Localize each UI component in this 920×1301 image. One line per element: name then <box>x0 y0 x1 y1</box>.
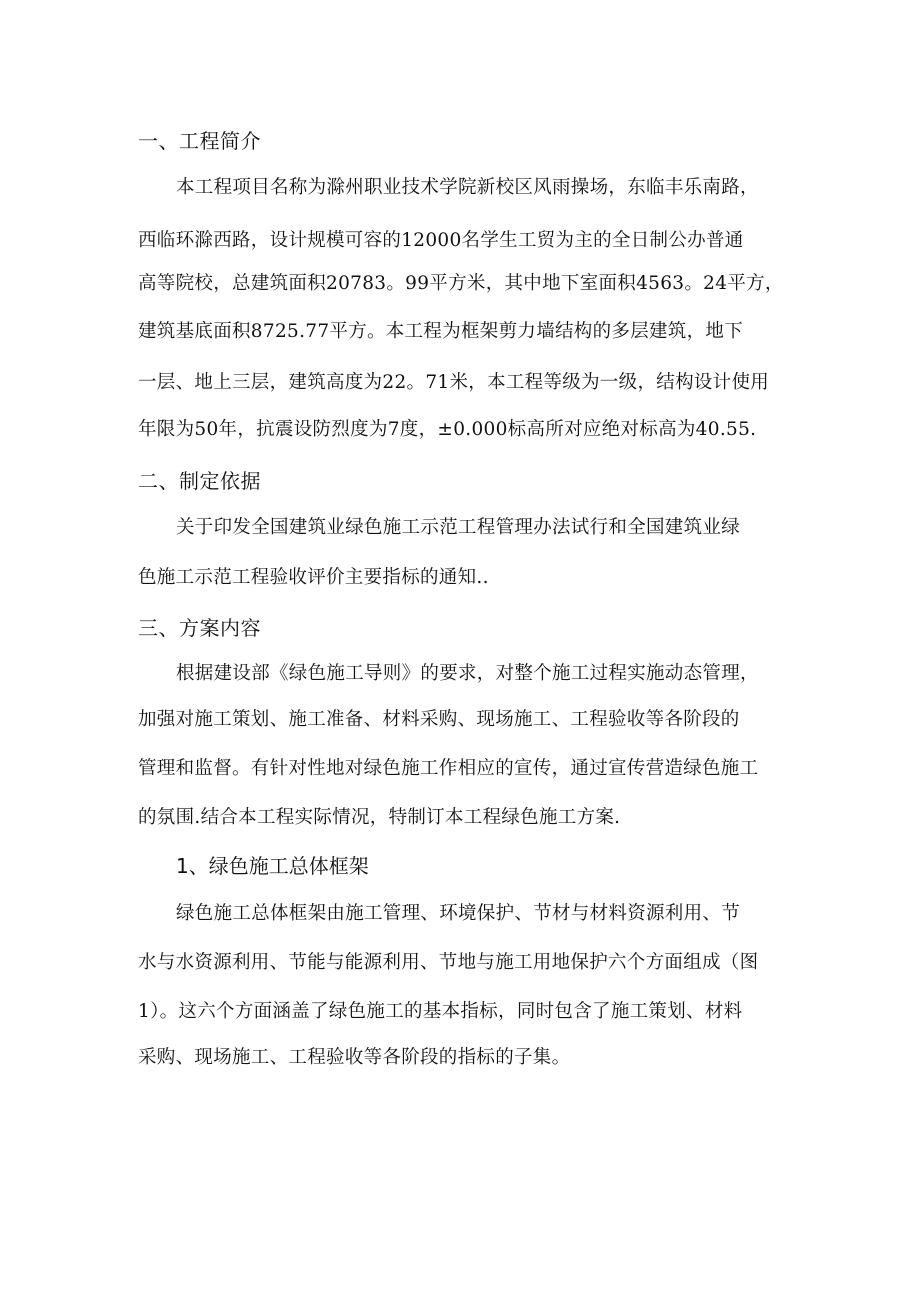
paragraph-line: 高等院校，总建筑面积20783。99平方米，其中地下室面积4563。24平方， <box>138 273 784 294</box>
section-heading-project-overview: 一、工程简介 <box>138 129 261 153</box>
paragraph-line: 水与水资源利用、节能与能源利用、节地与施工用地保护六个方面组成（图 <box>138 952 759 973</box>
section-heading-basis: 二、制定依据 <box>138 469 261 493</box>
paragraph-line: 一层、地上三层，建筑高度为22。71米，本工程等级为一级，结构设计使用 <box>138 372 770 393</box>
paragraph-line: 根据建设部《绿色施工导则》的要求，对整个施工过程实施动态管理， <box>176 663 759 684</box>
paragraph-line: 色施工示范工程验收评价主要指标的通知.. <box>138 567 489 588</box>
paragraph-line: 的氛围.结合本工程实际情况，特制订本工程绿色施工方案. <box>138 807 621 828</box>
paragraph-line: 年限为50年，抗震设防烈度为7度，±0.000标高所对应绝对标高为40.55. <box>138 419 757 440</box>
paragraph-line: 建筑基底面积8725.77平方。本工程为框架剪力墙结构的多层建筑，地下 <box>138 321 744 342</box>
paragraph-line: 关于印发全国建筑业绿色施工示范工程管理办法试行和全国建筑业绿 <box>176 517 741 538</box>
subsection-heading-framework: 1、绿色施工总体框架 <box>176 854 369 878</box>
paragraph-line: 加强对施工策划、施工准备、材料采购、现场施工、工程验收等各阶段的 <box>138 709 740 730</box>
paragraph-line: 本工程项目名称为滁州职业技术学院新校区风雨操场，东临丰乐南路， <box>176 177 759 198</box>
paragraph-line: 西临环滁西路，设计规模可容的12000名学生工贸为主的全日制公办普通 <box>138 230 744 251</box>
paragraph-line: 采购、现场施工、工程验收等各阶段的指标的子集。 <box>138 1047 571 1068</box>
paragraph-line: 1）。这六个方面涵盖了绿色施工的基本指标，同时包含了施工策划、材料 <box>138 1001 743 1022</box>
section-heading-plan-content: 三、方案内容 <box>138 616 261 640</box>
paragraph-line: 管理和监督。有针对性地对绿色施工作相应的宣传，通过宣传营造绿色施工 <box>138 758 759 779</box>
paragraph-line: 绿色施工总体框架由施工管理、环境保护、节材与材料资源利用、节 <box>176 903 741 924</box>
